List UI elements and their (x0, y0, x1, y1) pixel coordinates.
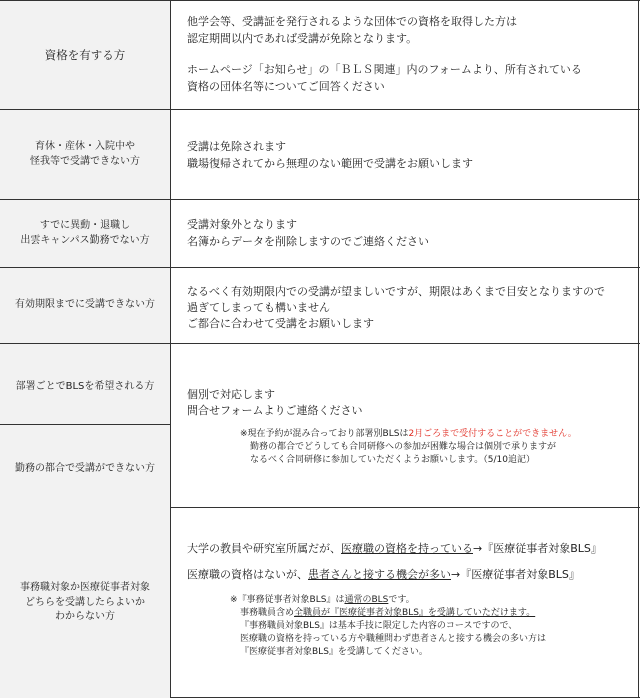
label-line: どちらを受講したらよいか (25, 596, 145, 608)
label-line: すでに異動・退職し (39, 220, 131, 231)
row-content (172, 268, 639, 343)
note-line: 事務職員含め全職員が『医療従事者対象BLS』を受講していただけます。 (240, 608, 536, 618)
row-content (172, 110, 639, 199)
underlined-text: 医療職の資格を持っている (341, 542, 473, 555)
notice-line: 勤務の都合でどうしても合同研修への参加が困難な場合は個別で承りますが (250, 442, 557, 452)
text-line: 個別で対応します (187, 388, 275, 401)
row-label: 勤務の都合で受講ができない方 (0, 425, 171, 508)
notice-line: ※現在予約が混み合っており部署別BLSは2月ごろまで受付することができません。 (240, 429, 577, 439)
row-label: 有効期限までに受講できない方 (0, 268, 171, 343)
row-content (172, 508, 639, 698)
label-line: わからない方 (55, 611, 115, 623)
text-line: 過ぎてしまっても構いません (187, 301, 330, 314)
note-line: ※『事務従事者対象BLS』は通常のBLSです。 (230, 595, 415, 605)
table-row (0, 268, 640, 344)
text-line: 医療職の資格はないが、患者さんと接する機会が多い→『医療従事者対象BLS』 (187, 568, 580, 581)
row-label (0, 110, 171, 199)
table-row (0, 200, 640, 268)
row-label (0, 200, 171, 267)
label-line: 怪我等で受講できない方 (30, 155, 140, 167)
label-line: 育休・産休・入院中や (35, 141, 135, 152)
underlined-text: 通常のBLS (344, 595, 389, 605)
row-label: 部署ごとでBLSを希望される方 (0, 344, 171, 425)
note-line: 『医療従事者対象BLS』を受講してください。 (240, 647, 428, 657)
text-line: 資格の団体名等についてご回答ください (187, 80, 385, 93)
row-content (172, 200, 639, 267)
underlined-text: 患者さんと接する機会が多い (308, 568, 451, 581)
table-row (0, 1, 640, 110)
text-line: 他学会等、受講証を発行されるような団体での資格を取得した方は (187, 15, 517, 28)
row-label: 資格を有する方 (0, 1, 171, 109)
text-line: 名簿からデータを削除しますのでご連絡ください (187, 235, 429, 248)
table-row (0, 508, 640, 698)
text-line: 認定期間以内であれば受講が免除となります。 (187, 32, 418, 45)
text-line: 大学の教員や研究室所属だが、医療職の資格を持っている→『医療従事者対象BLS』 (187, 542, 602, 555)
label-line: 事務職対象か医療従事者対象 (20, 582, 150, 594)
text-line: 問合せフォームよりご連絡ください (187, 404, 363, 417)
text-line: なるべく有効期限内での受講が望ましいですが、期限はあくまで目安となりますので (187, 285, 605, 298)
table-row (0, 110, 640, 200)
row-label (0, 508, 171, 698)
row-content (172, 344, 639, 507)
notice-highlight: 2月ごろまで受付することができません。 (408, 429, 577, 439)
text-line: 受講対象外となります (187, 218, 297, 231)
text-line: ホームページ「お知らせ」の「ＢＬＳ関連」内のフォームより、所有されている (187, 63, 582, 76)
notice-line: なるべく合同研修に参加していただくようお願いします。（5/10追記） (250, 455, 535, 465)
text-line: 受講は免除されます (187, 140, 286, 153)
label-line: 出雲キャンパス勤務でない方 (20, 234, 150, 246)
note-line: 医療職の資格を持っている方や職種問わず患者さんと接する機会の多い方は (240, 634, 547, 644)
row-content (172, 1, 639, 109)
underlined-text: 全職員が『医療従事者対象BLS』を受講していただけます。 (294, 608, 536, 618)
note-line: 『事務職員対象BLS』は基本手技に限定した内容のコースですので、 (240, 621, 518, 631)
table-row (0, 344, 640, 508)
text-line: ご都合に合わせて受講をお願いします (187, 317, 374, 330)
text-line: 職場復帰されてから無理のない範囲で受講をお願いします (187, 157, 473, 170)
